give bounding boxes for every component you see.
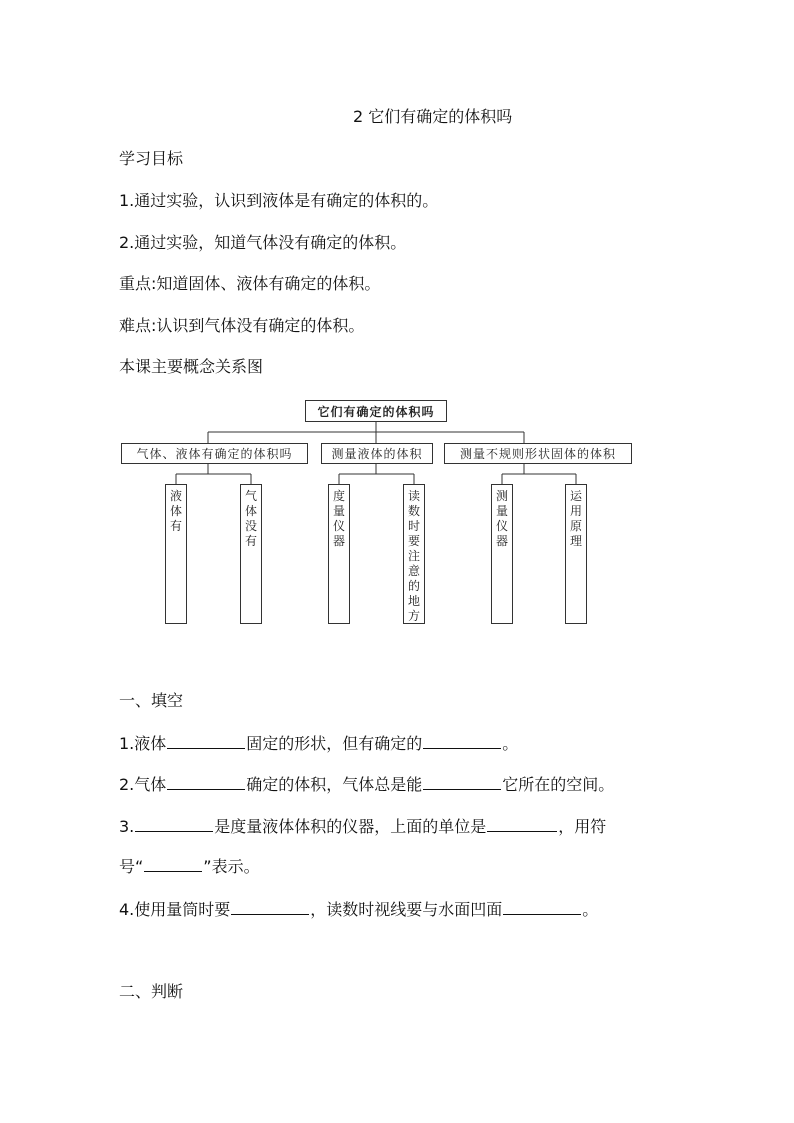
answer-blank[interactable] <box>144 855 202 872</box>
concept-leaf-char: 器 <box>332 534 345 548</box>
concept-map-heading: 本课主要概念关系图 <box>119 357 264 376</box>
concept-leaf-text <box>492 489 512 549</box>
concept-leaf-char: 测 <box>495 489 508 503</box>
concept-leaf-char: 地 <box>407 594 420 608</box>
question-4-part-a: 4.使用量筒时要 <box>119 900 231 919</box>
concept-leaf-char: 体 <box>244 504 257 518</box>
question-2 <box>119 773 614 796</box>
concept-leaf-char: 读 <box>407 489 420 503</box>
question-1-part-b: 固定的形状，但有确定的 <box>246 734 423 753</box>
section2-heading: 二、判断 <box>119 982 184 1001</box>
difficulty-point: 难点:认识到气体没有确定的体积。 <box>119 316 365 335</box>
concept-leaf-char: 理 <box>569 534 582 548</box>
concept-leaf-char: 仪 <box>332 519 345 533</box>
question-2-part-a: 2.气体 <box>119 775 167 794</box>
question-3-part-c: ，用符 <box>558 817 607 836</box>
question-2-part-b: 确定的体积，气体总是能 <box>246 775 423 794</box>
concept-leaf-char: 方 <box>407 609 420 623</box>
concept-leaf-char: 器 <box>495 534 508 548</box>
concept-leaf-text <box>566 489 586 549</box>
answer-blank[interactable] <box>231 898 309 915</box>
answer-blank[interactable] <box>503 898 581 915</box>
concept-leaf <box>403 484 425 624</box>
concept-branch-1: 气体、液体有确定的体积吗 <box>121 443 308 464</box>
answer-blank[interactable] <box>423 773 501 790</box>
concept-branch-2: 测量液体的体积 <box>321 443 433 464</box>
concept-leaf-char: 体 <box>169 504 182 518</box>
answer-blank[interactable] <box>487 815 557 832</box>
concept-leaf-char: 要 <box>407 534 420 548</box>
concept-leaf-char: 量 <box>332 504 345 518</box>
question-3-part-d: 号“ <box>119 857 144 876</box>
concept-leaf-char: 用 <box>569 504 582 518</box>
question-4-part-c: 。 <box>582 900 599 919</box>
concept-map-diagram <box>119 398 639 630</box>
question-3-part-a: 3. <box>119 817 135 836</box>
question-1 <box>119 732 518 755</box>
objective-2: 2.通过实验，知道气体没有确定的体积。 <box>119 233 407 252</box>
concept-branch-3: 测量不规则形状固体的体积 <box>444 443 632 464</box>
objective-1: 1.通过实验，认识到液体是有确定的体积的。 <box>119 191 439 210</box>
concept-map-connectors <box>119 398 639 630</box>
answer-blank[interactable] <box>167 773 245 790</box>
concept-leaf-char: 时 <box>407 519 420 533</box>
concept-leaf-char: 有 <box>244 534 257 548</box>
answer-blank[interactable] <box>135 815 213 832</box>
concept-leaf-char: 原 <box>569 519 582 533</box>
answer-blank[interactable] <box>423 732 501 749</box>
concept-leaf-text <box>166 489 186 534</box>
question-2-part-c: 它所在的空间。 <box>502 775 615 794</box>
page-title: 2 它们有确定的体积吗 <box>353 107 513 126</box>
concept-leaf-char: 度 <box>332 489 345 503</box>
concept-leaf <box>165 484 187 624</box>
concept-leaf-char: 仪 <box>495 519 508 533</box>
concept-leaf-char: 没 <box>244 519 257 533</box>
concept-leaf-char: 量 <box>495 504 508 518</box>
concept-leaf-char: 运 <box>569 489 582 503</box>
concept-leaf-text <box>404 489 424 624</box>
concept-root: 它们有确定的体积吗 <box>305 400 447 422</box>
concept-leaf <box>328 484 350 624</box>
question-4-part-b: ，读数时视线要与水面凹面 <box>310 900 503 919</box>
section1-heading: 一、填空 <box>119 691 184 710</box>
question-3-continued <box>119 855 260 878</box>
concept-leaf <box>565 484 587 624</box>
question-3-part-e: ”表示。 <box>203 857 260 876</box>
concept-leaf-char: 有 <box>169 519 182 533</box>
concept-leaf-char: 意 <box>407 564 420 578</box>
concept-leaf-char: 气 <box>244 489 257 503</box>
concept-leaf <box>491 484 513 624</box>
question-3 <box>119 815 606 838</box>
concept-leaf-char: 数 <box>407 504 420 518</box>
objectives-heading: 学习目标 <box>119 149 184 168</box>
concept-leaf-text <box>329 489 349 549</box>
concept-leaf-char: 注 <box>407 549 420 563</box>
answer-blank[interactable] <box>167 732 245 749</box>
concept-leaf <box>240 484 262 624</box>
question-4 <box>119 898 598 921</box>
key-point: 重点:知道固体、液体有确定的体积。 <box>119 274 381 293</box>
concept-leaf-char: 液 <box>169 489 182 503</box>
question-1-part-c: 。 <box>502 734 519 753</box>
concept-leaf-text <box>241 489 261 549</box>
question-3-part-b: 是度量液体体积的仪器，上面的单位是 <box>214 817 487 836</box>
concept-leaf-char: 的 <box>407 579 420 593</box>
question-1-part-a: 1.液体 <box>119 734 167 753</box>
